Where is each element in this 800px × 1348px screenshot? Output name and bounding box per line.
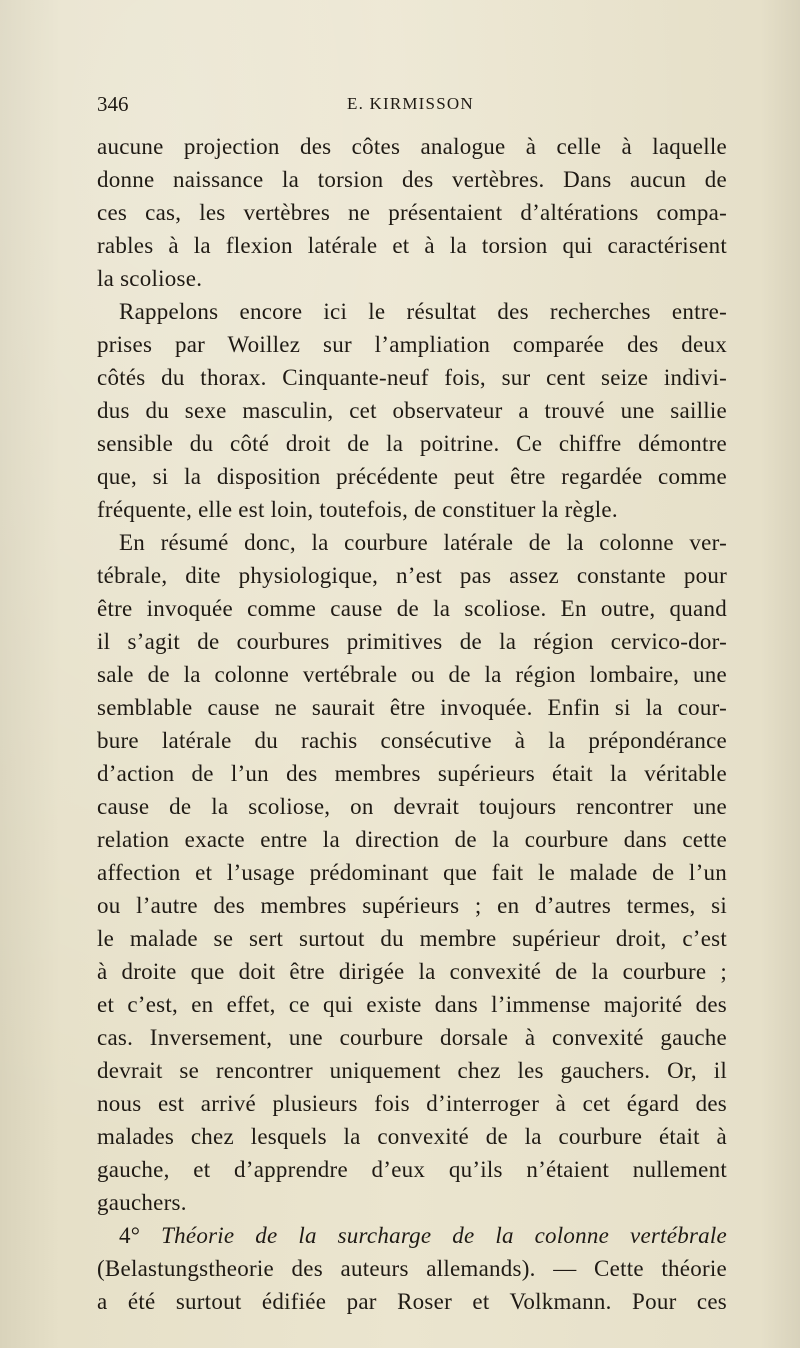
text-line: à droite que doit être dirigée la convexité de la courbure ;: [97, 959, 727, 984]
text-line: (Belastungstheorie des auteurs allemands). — Cette théorie: [97, 1256, 727, 1281]
text-line: le malade se sert surtout du membre supérieur droit, c’est: [97, 926, 727, 951]
page-header: [97, 92, 727, 118]
text-line: il s’agit de courbures primitives de la région cervico-dor-: [97, 629, 727, 654]
text-line: d’action de l’un des membres supérieurs était la véritable: [97, 761, 727, 786]
text-line: tébrale, dite physiologique, n’est pas assez constante pour: [97, 563, 727, 588]
text-line: relation exacte entre la direction de la courbure dans cette: [97, 827, 727, 852]
page-number: 346: [97, 92, 129, 116]
text-line: la scoliose.: [97, 266, 203, 291]
text-line: ou l’autre des membres supérieurs ; en d’autres termes, si: [97, 893, 727, 918]
body-text: [97, 130, 727, 1318]
section-number: 4°: [119, 1223, 141, 1248]
text-line: donne naissance la torsion des vertèbres. Dans aucun de: [97, 167, 727, 192]
text-line: affection et l’usage prédominant que fait le malade de l’un: [97, 860, 727, 885]
text-line: sale de la colonne vertébrale ou de la région lombaire, une: [97, 662, 727, 687]
text-line: semblable cause ne saurait être invoquée. Enfin si la cour-: [97, 695, 727, 720]
text-line: bure latérale du rachis consécutive à la prépondérance: [97, 728, 727, 753]
text-line: prises par Woillez sur l’ampliation comparée des deux: [97, 332, 727, 357]
text-line: ces cas, les vertèbres ne présentaient d’altérations compa-: [97, 200, 727, 225]
text-line: être invoquée comme cause de la scoliose. En outre, quand: [97, 596, 727, 621]
text-line: gauchers.: [97, 1190, 187, 1215]
text-line: fréquente, elle est loin, toutefois, de constituer la règle.: [97, 497, 618, 522]
text-line: aucune projection des côtes analogue à celle à laquelle: [97, 134, 727, 159]
text-line: En résumé donc, la courbure latérale de la colonne ver-: [119, 530, 727, 555]
text-line: côtés du thorax. Cinquante-neuf fois, sur cent seize indivi-: [97, 365, 727, 390]
text-line: que, si la disposition précédente peut être regardée comme: [97, 464, 727, 489]
text-line: nous est arrivé plusieurs fois d’interroger à cet égard des: [97, 1091, 727, 1116]
section-title: Théorie de la surcharge de la colonne vertébrale: [161, 1223, 728, 1248]
text-line: gauche, et d’apprendre d’eux qu’ils n’étaient nullement: [97, 1157, 727, 1182]
text-line: Rappelons encore ici le résultat des recherches entre-: [119, 299, 727, 324]
text-line: malades chez lesquels la convexité de la courbure était à: [97, 1124, 727, 1149]
text-line: sensible du côté droit de la poitrine. Ce chiffre démontre: [97, 431, 727, 456]
text-line: cause de la scoliose, on devrait toujours rencontrer une: [97, 794, 727, 819]
text-line: cas. Inversement, une courbure dorsale à convexité gauche: [97, 1025, 727, 1050]
text-line: a été surtout édifiée par Roser et Volkmann. Pour ces: [97, 1289, 727, 1314]
text-line: devrait se rencontrer uniquement chez les gauchers. Or, il: [97, 1058, 727, 1083]
running-head: E. KIRMISSON: [347, 94, 474, 113]
text-line: et c’est, en effet, ce qui existe dans l’immense majorité des: [97, 992, 727, 1017]
text-line: rables à la flexion latérale et à la torsion qui caractérisent: [97, 233, 727, 258]
text-line: dus du sexe masculin, cet observateur a trouvé une saillie: [97, 398, 727, 423]
section-heading-line: [97, 1219, 727, 1252]
